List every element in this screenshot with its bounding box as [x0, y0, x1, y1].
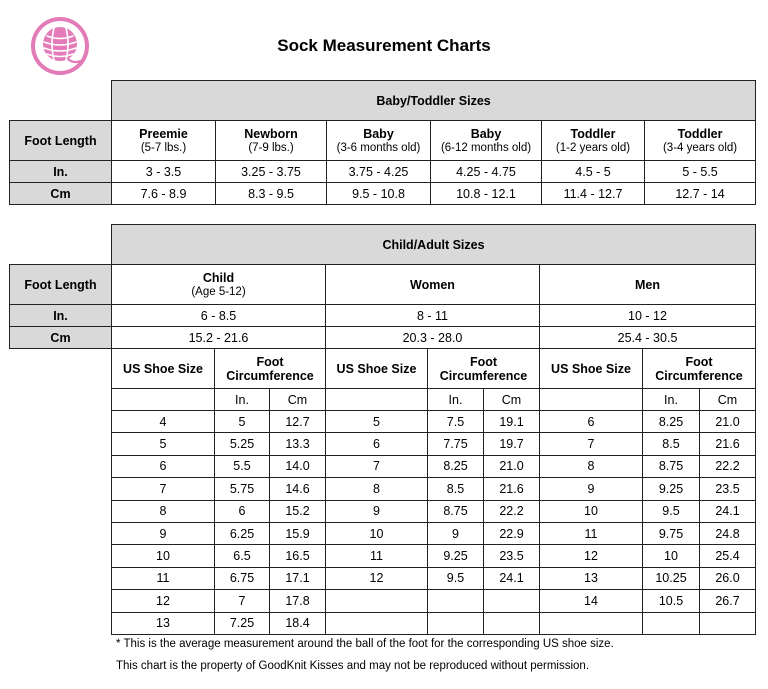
- shoe-size-cell: 6: [326, 433, 428, 455]
- value-cell: 15.2 - 21.6: [112, 327, 326, 349]
- size-header: [542, 121, 645, 161]
- shoe-size-header: US Shoe Size: [112, 349, 215, 389]
- table-row: [112, 433, 756, 455]
- footnote-average: * This is the average measurement around the ball of the foot for the corresponding US shoe size.: [116, 638, 614, 650]
- shoe-size-cell: 7: [112, 478, 215, 500]
- blank-cell: [112, 389, 215, 411]
- group-name: Child: [202, 270, 235, 285]
- foot-circ-header: Foot Circumference: [643, 349, 756, 389]
- size-sub: (5-7 lbs.): [140, 141, 187, 154]
- table-row: [112, 500, 756, 522]
- circ-cm-cell: 19.1: [484, 411, 540, 433]
- circ-cm-cell: 24.1: [484, 567, 540, 589]
- circ-in-cell: 5.5: [215, 455, 270, 477]
- circ-cm-cell: [484, 612, 540, 634]
- row-label: Cm: [10, 327, 112, 349]
- circ-in-cell: 8.5: [643, 433, 700, 455]
- shoe-size-table: [111, 348, 756, 635]
- size-header: [431, 121, 542, 161]
- size-name: Preemie: [139, 126, 188, 141]
- circ-in-cell: [428, 590, 484, 612]
- circ-in-cell: 9.25: [643, 478, 700, 500]
- table-row: [112, 411, 756, 433]
- circ-in-cell: [428, 612, 484, 634]
- shoe-size-cell: 14: [540, 590, 643, 612]
- shoe-size-cell: 12: [112, 590, 215, 612]
- in-header: In.: [215, 389, 270, 411]
- circ-in-cell: 6.5: [215, 545, 270, 567]
- circ-cm-cell: 13.3: [270, 433, 326, 455]
- value-cell: 4.25 - 4.75: [431, 161, 542, 183]
- value-cell: 3.25 - 3.75: [216, 161, 327, 183]
- shoe-size-cell: 9: [326, 500, 428, 522]
- size-sub: (1-2 years old): [555, 141, 631, 154]
- circ-cm-cell: 21.6: [484, 478, 540, 500]
- row-label: In.: [10, 305, 112, 327]
- circ-cm-cell: 21.0: [484, 455, 540, 477]
- table-row: [112, 590, 756, 612]
- blank-cell: [326, 389, 428, 411]
- circ-cm-cell: 17.1: [270, 567, 326, 589]
- shoe-size-cell: 9: [112, 522, 215, 544]
- circ-cm-cell: 24.1: [700, 500, 756, 522]
- shoe-size-cell: 8: [326, 478, 428, 500]
- shoe-size-cell: 13: [112, 612, 215, 634]
- circ-cm-cell: 21.0: [700, 411, 756, 433]
- blank-cell: [10, 81, 112, 121]
- circ-in-cell: 5.75: [215, 478, 270, 500]
- size-header: [216, 121, 327, 161]
- table-row: [112, 455, 756, 477]
- circ-in-cell: 9.25: [428, 545, 484, 567]
- size-name: Baby: [470, 126, 502, 141]
- group-header: [326, 265, 540, 305]
- shoe-size-cell: [326, 612, 428, 634]
- row-label: In.: [10, 161, 112, 183]
- foot-length-label: Foot Length: [10, 265, 112, 305]
- circ-cm-cell: 14.0: [270, 455, 326, 477]
- blank-cell: [10, 225, 112, 265]
- circ-cm-cell: 17.8: [270, 590, 326, 612]
- circ-in-cell: 5.25: [215, 433, 270, 455]
- circ-cm-cell: 22.9: [484, 522, 540, 544]
- shoe-size-cell: [540, 612, 643, 634]
- group-sub: (Age 5-12): [191, 285, 246, 298]
- shoe-size-cell: 11: [326, 545, 428, 567]
- shoe-size-cell: 10: [326, 522, 428, 544]
- value-cell: 20.3 - 28.0: [326, 327, 540, 349]
- group-name: Men: [635, 277, 660, 292]
- circ-in-cell: 7.5: [428, 411, 484, 433]
- section-title: Baby/Toddler Sizes: [112, 81, 756, 121]
- foot-circ-header: Foot Circumference: [215, 349, 326, 389]
- shoe-size-cell: 13: [540, 567, 643, 589]
- shoe-size-cell: 5: [112, 433, 215, 455]
- child-adult-table: [9, 224, 756, 349]
- shoe-size-cell: 10: [112, 545, 215, 567]
- circ-cm-cell: [484, 590, 540, 612]
- circ-cm-cell: 15.2: [270, 500, 326, 522]
- shoe-size-cell: 9: [540, 478, 643, 500]
- circ-cm-cell: 19.7: [484, 433, 540, 455]
- shoe-size-cell: 11: [112, 567, 215, 589]
- circ-in-cell: 10.25: [643, 567, 700, 589]
- circ-cm-cell: 14.6: [270, 478, 326, 500]
- circ-cm-cell: [700, 612, 756, 634]
- table-row: [112, 567, 756, 589]
- shoe-size-header: US Shoe Size: [326, 349, 428, 389]
- value-cell: 3.75 - 4.25: [327, 161, 431, 183]
- circ-in-cell: 6.75: [215, 567, 270, 589]
- foot-length-label: Foot Length: [10, 121, 112, 161]
- group-name: Women: [410, 277, 455, 292]
- value-cell: 4.5 - 5: [542, 161, 645, 183]
- shoe-size-cell: 12: [540, 545, 643, 567]
- circ-cm-cell: 25.4: [700, 545, 756, 567]
- shoe-size-cell: 8: [112, 500, 215, 522]
- circ-in-cell: 9.5: [643, 500, 700, 522]
- shoe-size-cell: 4: [112, 411, 215, 433]
- circ-cm-cell: 22.2: [484, 500, 540, 522]
- value-cell: 10.8 - 12.1: [431, 183, 542, 205]
- in-header: In.: [428, 389, 484, 411]
- value-cell: 5 - 5.5: [645, 161, 756, 183]
- circ-in-cell: 6.25: [215, 522, 270, 544]
- circ-in-cell: 5: [215, 411, 270, 433]
- baby-toddler-table: [9, 80, 756, 205]
- size-sub: (3-6 months old): [336, 141, 421, 154]
- circ-in-cell: 6: [215, 500, 270, 522]
- shoe-size-cell: 12: [326, 567, 428, 589]
- size-name: Toddler: [677, 126, 723, 141]
- circ-in-cell: 10.5: [643, 590, 700, 612]
- circ-in-cell: 9: [428, 522, 484, 544]
- circ-cm-cell: 24.8: [700, 522, 756, 544]
- circ-in-cell: 10: [643, 545, 700, 567]
- shoe-size-header: US Shoe Size: [540, 349, 643, 389]
- cm-header: Cm: [484, 389, 540, 411]
- shoe-size-cell: 10: [540, 500, 643, 522]
- shoe-size-cell: 6: [112, 455, 215, 477]
- circ-cm-cell: 15.9: [270, 522, 326, 544]
- shoe-size-cell: 6: [540, 411, 643, 433]
- circ-in-cell: [643, 612, 700, 634]
- circ-in-cell: 9.75: [643, 522, 700, 544]
- table-row: [112, 478, 756, 500]
- size-header: [112, 121, 216, 161]
- circ-in-cell: 8.75: [643, 455, 700, 477]
- cm-header: Cm: [700, 389, 756, 411]
- value-cell: 7.6 - 8.9: [112, 183, 216, 205]
- shoe-size-cell: 5: [326, 411, 428, 433]
- size-header: [645, 121, 756, 161]
- circ-in-cell: 8.5: [428, 478, 484, 500]
- shoe-size-cell: 7: [540, 433, 643, 455]
- circ-cm-cell: 23.5: [700, 478, 756, 500]
- value-cell: 6 - 8.5: [112, 305, 326, 327]
- circ-in-cell: 9.5: [428, 567, 484, 589]
- size-name: Newborn: [244, 126, 298, 141]
- table-row: [112, 545, 756, 567]
- circ-in-cell: 8.25: [643, 411, 700, 433]
- circ-cm-cell: 12.7: [270, 411, 326, 433]
- size-header: [327, 121, 431, 161]
- value-cell: 25.4 - 30.5: [540, 327, 756, 349]
- shoe-size-cell: 8: [540, 455, 643, 477]
- circ-cm-cell: 18.4: [270, 612, 326, 634]
- shoe-size-cell: 7: [326, 455, 428, 477]
- size-sub: (3-4 years old): [662, 141, 738, 154]
- circ-in-cell: 8.75: [428, 500, 484, 522]
- value-cell: 12.7 - 14: [645, 183, 756, 205]
- size-name: Toddler: [570, 126, 616, 141]
- value-cell: 9.5 - 10.8: [327, 183, 431, 205]
- cm-header: Cm: [270, 389, 326, 411]
- value-cell: 3 - 3.5: [112, 161, 216, 183]
- circ-in-cell: 8.25: [428, 455, 484, 477]
- value-cell: 11.4 - 12.7: [542, 183, 645, 205]
- group-header: [112, 265, 326, 305]
- shoe-size-cell: 11: [540, 522, 643, 544]
- circ-cm-cell: 26.7: [700, 590, 756, 612]
- size-sub: (6-12 months old): [440, 141, 532, 154]
- size-sub: (7-9 lbs.): [248, 141, 294, 154]
- row-label: Cm: [10, 183, 112, 205]
- in-header: In.: [643, 389, 700, 411]
- page-title: Sock Measurement Charts: [277, 36, 491, 55]
- shoe-size-cell: [326, 590, 428, 612]
- blank-cell: [540, 389, 643, 411]
- circ-in-cell: 7: [215, 590, 270, 612]
- value-cell: 8 - 11: [326, 305, 540, 327]
- value-cell: 10 - 12: [540, 305, 756, 327]
- circ-cm-cell: 22.2: [700, 455, 756, 477]
- section-title: Child/Adult Sizes: [112, 225, 756, 265]
- circ-cm-cell: 21.6: [700, 433, 756, 455]
- circ-cm-cell: 16.5: [270, 545, 326, 567]
- group-header: [540, 265, 756, 305]
- circ-in-cell: 7.75: [428, 433, 484, 455]
- circ-cm-cell: 26.0: [700, 567, 756, 589]
- table-row: [112, 522, 756, 544]
- foot-circ-header: Foot Circumference: [428, 349, 540, 389]
- circ-in-cell: 7.25: [215, 612, 270, 634]
- table-row: [112, 612, 756, 634]
- circ-cm-cell: 23.5: [484, 545, 540, 567]
- value-cell: 8.3 - 9.5: [216, 183, 327, 205]
- size-name: Baby: [363, 126, 394, 141]
- footnote-copyright: This chart is the property of GoodKnit Kisses and may not be reproduced without permission.: [116, 660, 590, 672]
